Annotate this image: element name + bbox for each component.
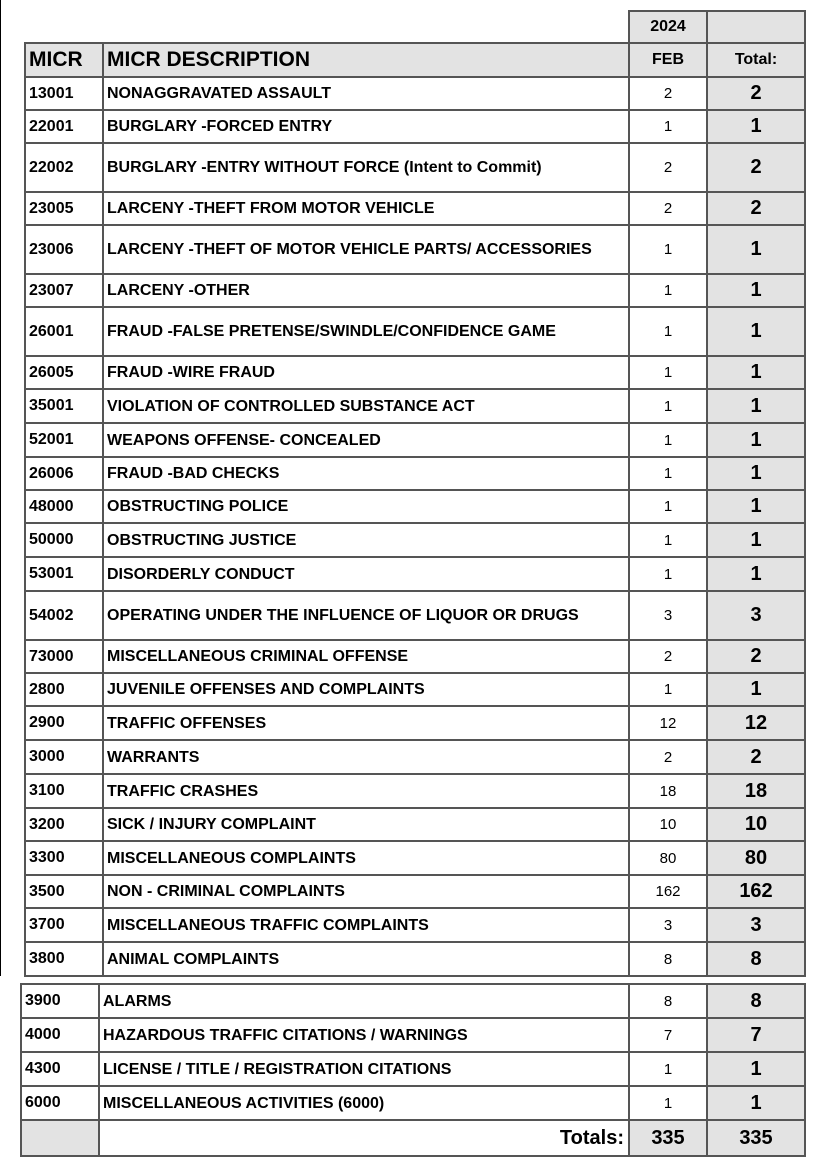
table-row xyxy=(25,110,805,143)
micr-code: 22002 xyxy=(25,143,103,192)
row-total: 8 xyxy=(707,942,805,976)
row-total: 1 xyxy=(707,307,805,356)
left-border-line xyxy=(0,0,1,976)
table-row xyxy=(25,673,805,706)
micr-description: WARRANTS xyxy=(103,740,629,774)
micr-code: 53001 xyxy=(25,557,103,591)
micr-code: 3100 xyxy=(25,774,103,808)
table-row xyxy=(25,875,805,908)
month-count: 1 xyxy=(629,1052,707,1086)
year-header: 2024 xyxy=(629,11,707,43)
month-count: 1 xyxy=(629,1086,707,1120)
micr-description: DISORDERLY CONDUCT xyxy=(103,557,629,591)
totals-grand-total: 335 xyxy=(707,1120,805,1156)
row-total: 12 xyxy=(707,706,805,740)
micr-description: OPERATING UNDER THE INFLUENCE OF LIQUOR OR DRUGS xyxy=(103,591,629,640)
micr-code: 73000 xyxy=(25,640,103,673)
micr-description: JUVENILE OFFENSES AND COMPLAINTS xyxy=(103,673,629,706)
row-total: 1 xyxy=(707,274,805,307)
row-total: 2 xyxy=(707,740,805,774)
month-count: 3 xyxy=(629,591,707,640)
table-row xyxy=(21,1018,805,1052)
year-header-row xyxy=(25,11,805,43)
micr-description: OBSTRUCTING JUSTICE xyxy=(103,523,629,557)
micr-description: NON - CRIMINAL COMPLAINTS xyxy=(103,875,629,908)
row-total: 1 xyxy=(707,557,805,591)
month-count: 80 xyxy=(629,841,707,875)
table-row xyxy=(25,523,805,557)
description-column-header: MICR DESCRIPTION xyxy=(103,43,629,77)
micr-code: 22001 xyxy=(25,110,103,143)
micr-description: HAZARDOUS TRAFFIC CITATIONS / WARNINGS xyxy=(99,1018,629,1052)
table-row xyxy=(25,841,805,875)
micr-code: 3900 xyxy=(21,984,99,1018)
column-header-row xyxy=(25,43,805,77)
table-row xyxy=(21,1052,805,1086)
table-row xyxy=(25,591,805,640)
micr-code: 54002 xyxy=(25,591,103,640)
table-row xyxy=(25,356,805,389)
month-count: 8 xyxy=(629,984,707,1018)
table-row xyxy=(25,557,805,591)
micr-code: 3700 xyxy=(25,908,103,942)
row-total: 1 xyxy=(707,490,805,523)
month-count: 2 xyxy=(629,640,707,673)
total-column-header: Total: xyxy=(707,43,805,77)
month-count: 12 xyxy=(629,706,707,740)
month-count: 10 xyxy=(629,808,707,841)
row-total: 2 xyxy=(707,77,805,110)
micr-code: 13001 xyxy=(25,77,103,110)
row-total: 1 xyxy=(707,356,805,389)
month-count: 2 xyxy=(629,143,707,192)
micr-description: SICK / INJURY COMPLAINT xyxy=(103,808,629,841)
row-total: 7 xyxy=(707,1018,805,1052)
month-count: 1 xyxy=(629,356,707,389)
month-count: 2 xyxy=(629,77,707,110)
month-count: 1 xyxy=(629,457,707,490)
row-total: 1 xyxy=(707,1086,805,1120)
row-total: 1 xyxy=(707,673,805,706)
row-total: 1 xyxy=(707,225,805,274)
month-count: 1 xyxy=(629,523,707,557)
micr-description: LARCENY -OTHER xyxy=(103,274,629,307)
month-count: 18 xyxy=(629,774,707,808)
table-row xyxy=(21,984,805,1018)
micr-description: ANIMAL COMPLAINTS xyxy=(103,942,629,976)
month-count: 3 xyxy=(629,908,707,942)
micr-description: MISCELLANEOUS COMPLAINTS xyxy=(103,841,629,875)
month-count: 2 xyxy=(629,192,707,225)
month-count: 7 xyxy=(629,1018,707,1052)
table-row xyxy=(25,225,805,274)
micr-code: 26005 xyxy=(25,356,103,389)
row-total: 10 xyxy=(707,808,805,841)
month-count: 162 xyxy=(629,875,707,908)
micr-code: 26006 xyxy=(25,457,103,490)
micr-code: 3000 xyxy=(25,740,103,774)
row-total: 1 xyxy=(707,110,805,143)
micr-code: 48000 xyxy=(25,490,103,523)
header-spacer xyxy=(25,11,629,43)
micr-code: 3200 xyxy=(25,808,103,841)
month-count: 1 xyxy=(629,274,707,307)
row-total: 1 xyxy=(707,1052,805,1086)
row-total: 1 xyxy=(707,423,805,457)
row-total: 1 xyxy=(707,457,805,490)
micr-code: 26001 xyxy=(25,307,103,356)
row-total: 8 xyxy=(707,984,805,1018)
micr-code: 4000 xyxy=(21,1018,99,1052)
month-column-header: FEB xyxy=(629,43,707,77)
row-total: 162 xyxy=(707,875,805,908)
table-row xyxy=(25,457,805,490)
month-count: 8 xyxy=(629,942,707,976)
row-total: 2 xyxy=(707,640,805,673)
micr-code: 3500 xyxy=(25,875,103,908)
month-count: 1 xyxy=(629,423,707,457)
micr-code: 3300 xyxy=(25,841,103,875)
micr-code: 4300 xyxy=(21,1052,99,1086)
row-total: 1 xyxy=(707,389,805,423)
micr-description: MISCELLANEOUS ACTIVITIES (6000) xyxy=(99,1086,629,1120)
row-total: 2 xyxy=(707,143,805,192)
micr-description: MISCELLANEOUS CRIMINAL OFFENSE xyxy=(103,640,629,673)
table-row xyxy=(25,740,805,774)
micr-description: FRAUD -FALSE PRETENSE/SWINDLE/CONFIDENCE GAME xyxy=(103,307,629,356)
totals-month-value: 335 xyxy=(629,1120,707,1156)
month-count: 1 xyxy=(629,110,707,143)
micr-code: 23007 xyxy=(25,274,103,307)
micr-code: 23006 xyxy=(25,225,103,274)
micr-code: 3800 xyxy=(25,942,103,976)
table-row xyxy=(25,423,805,457)
micr-description: LARCENY -THEFT FROM MOTOR VEHICLE xyxy=(103,192,629,225)
micr-code: 2800 xyxy=(25,673,103,706)
table-row xyxy=(25,192,805,225)
table-row xyxy=(21,1086,805,1120)
micr-description: MISCELLANEOUS TRAFFIC COMPLAINTS xyxy=(103,908,629,942)
table-row xyxy=(25,774,805,808)
row-total: 3 xyxy=(707,591,805,640)
micr-code: 35001 xyxy=(25,389,103,423)
row-total: 80 xyxy=(707,841,805,875)
row-total: 1 xyxy=(707,523,805,557)
table-row xyxy=(25,808,805,841)
month-count: 1 xyxy=(629,307,707,356)
month-count: 2 xyxy=(629,740,707,774)
table-row xyxy=(25,143,805,192)
micr-description: TRAFFIC CRASHES xyxy=(103,774,629,808)
month-count: 1 xyxy=(629,225,707,274)
totals-label: Totals: xyxy=(99,1120,629,1156)
totals-row xyxy=(21,1120,805,1156)
table-row xyxy=(25,389,805,423)
row-total: 3 xyxy=(707,908,805,942)
micr-description: TRAFFIC OFFENSES xyxy=(103,706,629,740)
micr-description: LARCENY -THEFT OF MOTOR VEHICLE PARTS/ ACCESSORIES xyxy=(103,225,629,274)
micr-code: 50000 xyxy=(25,523,103,557)
month-count: 1 xyxy=(629,557,707,591)
year-header-blank xyxy=(707,11,805,43)
micr-description: ALARMS xyxy=(99,984,629,1018)
month-count: 1 xyxy=(629,673,707,706)
micr-description: LICENSE / TITLE / REGISTRATION CITATIONS xyxy=(99,1052,629,1086)
table-row xyxy=(25,942,805,976)
month-count: 1 xyxy=(629,490,707,523)
micr-description: OBSTRUCTING POLICE xyxy=(103,490,629,523)
month-count: 1 xyxy=(629,389,707,423)
row-total: 18 xyxy=(707,774,805,808)
micr-description: NONAGGRAVATED ASSAULT xyxy=(103,77,629,110)
micr-table xyxy=(24,10,806,977)
table-row xyxy=(25,77,805,110)
micr-table-continued xyxy=(20,983,806,1157)
table-row xyxy=(25,307,805,356)
micr-description: BURGLARY -FORCED ENTRY xyxy=(103,110,629,143)
table-row xyxy=(25,706,805,740)
micr-description: FRAUD -WIRE FRAUD xyxy=(103,356,629,389)
totals-code-cell xyxy=(21,1120,99,1156)
row-total: 2 xyxy=(707,192,805,225)
micr-description: BURGLARY -ENTRY WITHOUT FORCE (Intent to Commit) xyxy=(103,143,629,192)
table-row xyxy=(25,640,805,673)
table-row xyxy=(25,908,805,942)
micr-code: 52001 xyxy=(25,423,103,457)
table-row xyxy=(25,274,805,307)
table-row xyxy=(25,490,805,523)
micr-code: 2900 xyxy=(25,706,103,740)
micr-description: FRAUD -BAD CHECKS xyxy=(103,457,629,490)
micr-code: 23005 xyxy=(25,192,103,225)
micr-code: 6000 xyxy=(21,1086,99,1120)
micr-column-header: MICR xyxy=(25,43,103,77)
micr-description: WEAPONS OFFENSE- CONCEALED xyxy=(103,423,629,457)
micr-description: VIOLATION OF CONTROLLED SUBSTANCE ACT xyxy=(103,389,629,423)
